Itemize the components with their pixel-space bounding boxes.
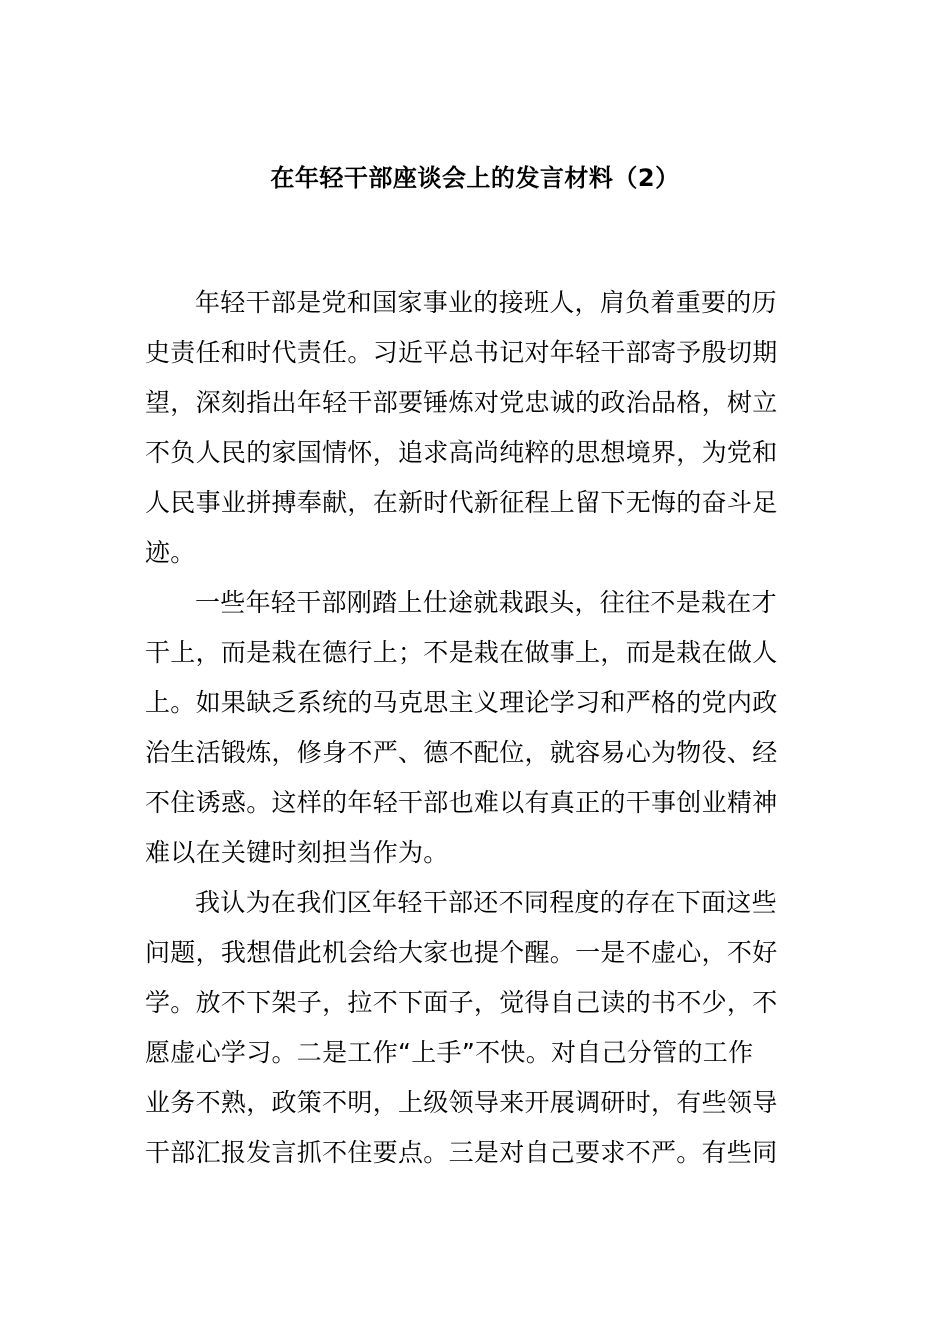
paragraph-line: 望，深刻指出年轻干部要锤炼对党忠诚的政治品格，树立 [145,388,778,417]
paragraph-line: 不负人民的家国情怀，追求高尚纯粹的思想境界，为党和 [145,438,778,467]
paragraph-line: 愿虚心学习。二是工作“上手”不快。对自己分管的工作 [145,1038,754,1067]
paragraph-line: 干部汇报发言抓不住要点。三是对自己要求不严。有些同 [145,1138,778,1167]
paragraph-line: 学。放不下架子，拉不下面子，觉得自己读的书不少，不 [145,988,778,1017]
paragraph-line: 难以在关键时刻担当作为。 [145,838,449,867]
paragraph-line: 业务不熟，政策不明，上级领导来开展调研时，有些领导 [145,1088,778,1117]
document-body [145,278,810,1178]
paragraph-line: 我认为在我们区年轻干部还不同程度的存在下面这些 [195,888,777,917]
paragraph-2 [145,578,810,878]
paragraph-line: 治生活锻炼，修身不严、德不配位，就容易心为物役、经 [145,738,778,767]
paragraph-line: 年轻干部是党和国家事业的接班人，肩负着重要的历 [195,288,777,317]
paragraph-1 [145,278,810,578]
paragraph-line: 上。如果缺乏系统的马克思主义理论学习和严格的党内政 [145,688,778,717]
paragraph-line: 问题，我想借此机会给大家也提个醒。一是不虚心，不好 [145,938,778,967]
paragraph-line: 史责任和时代责任。习近平总书记对年轻干部寄予殷切期 [145,338,778,367]
paragraph-line: 一些年轻干部刚踏上仕途就栽跟头，往往不是栽在才 [195,588,777,617]
paragraph-line: 不住诱惑。这样的年轻干部也难以有真正的干事创业精神 [145,788,778,817]
paragraph-line: 迹。 [145,538,196,567]
paragraph-line: 人民事业拼搏奉献，在新时代新征程上留下无悔的奋斗足 [145,488,778,517]
document-title: 在年轻干部座谈会上的发言材料（2） [270,164,680,192]
paragraph-3 [145,878,810,1178]
paragraph-line: 干上，而是栽在德行上；不是栽在做事上，而是栽在做人 [145,638,778,667]
